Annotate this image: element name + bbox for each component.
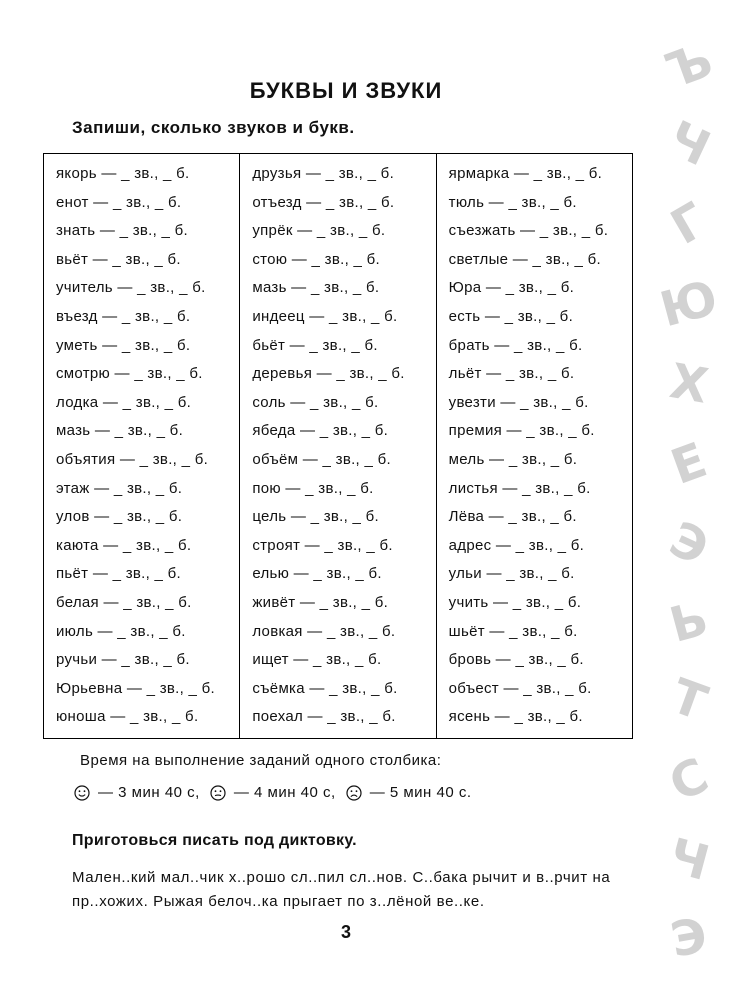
decorative-letter: Ч bbox=[659, 110, 719, 178]
word-item: пою — _ зв., _ б. bbox=[252, 479, 374, 497]
word-item: якорь — _ зв., _ б. bbox=[56, 165, 190, 182]
decorative-letter: Э bbox=[666, 907, 712, 969]
word-item: бровь — _ зв., _ б. bbox=[448, 651, 584, 669]
word-table bbox=[43, 153, 633, 739]
word-item: бьёт — _ зв., _ б. bbox=[252, 336, 378, 354]
decorative-letters bbox=[652, 25, 734, 985]
word-item: льёт — _ зв., _ б. bbox=[448, 365, 575, 383]
word-item: уметь — _ зв., _ б. bbox=[56, 336, 191, 354]
decorative-letter: Ю bbox=[654, 269, 724, 339]
word-item: есть — _ зв., _ б. bbox=[448, 307, 574, 325]
time-limit-good: — 3 мин 40 с, bbox=[98, 784, 200, 801]
word-item: Лёва — _ зв., _ б. bbox=[448, 508, 577, 526]
word-item: енот — _ зв., _ б. bbox=[56, 193, 182, 211]
word-item: деревья — _ зв., _ б. bbox=[252, 365, 405, 383]
word-item: ищет — _ зв., _ б. bbox=[252, 651, 382, 669]
word-item: учитель — _ зв., _ б. bbox=[56, 279, 206, 297]
word-item: въезд — _ зв., _ б. bbox=[56, 307, 191, 325]
word-item: смотрю — _ зв., _ б. bbox=[56, 365, 203, 383]
word-item: каюта — _ зв., _ б. bbox=[56, 536, 192, 554]
task-instruction: Запиши, сколько звуков и букв. bbox=[72, 118, 355, 137]
word-item: юноша — _ зв., _ б. bbox=[56, 708, 199, 726]
word-item: адрес — _ зв., _ б. bbox=[448, 536, 585, 554]
word-item: Юра — _ зв., _ б. bbox=[448, 279, 575, 297]
dictation-text: Мален..кий мал..чик х..рошо сл..пил сл..нов. С..бака рычит и в..рчит на пр..хожих. Рыжая белоч..ка прыгает по з..лёной ве..ке. bbox=[72, 869, 611, 910]
word-item: индеец — _ зв., _ б. bbox=[252, 307, 398, 325]
word-item: белая — _ зв., _ б. bbox=[56, 593, 192, 611]
time-limits bbox=[74, 784, 472, 801]
word-item: премия — _ зв., _ б. bbox=[448, 422, 595, 440]
page-number: 3 bbox=[340, 922, 351, 942]
decorative-letter: Т bbox=[664, 668, 714, 732]
word-item: этаж — _ зв., _ б. bbox=[56, 479, 183, 497]
word-item: знать — _ зв., _ б. bbox=[56, 222, 189, 240]
time-limit-ok: — 4 мин 40 с, bbox=[233, 784, 336, 801]
word-item: объём — _ зв., _ б. bbox=[252, 450, 391, 468]
word-item: вьёт — _ зв., _ б. bbox=[56, 250, 181, 268]
word-item: мазь — _ зв., _ б. bbox=[252, 279, 380, 297]
word-item: цель — _ зв., _ б. bbox=[252, 508, 380, 526]
word-item: шьёт — _ зв., _ б. bbox=[448, 622, 578, 640]
word-item: листья — _ зв., _ б. bbox=[448, 479, 591, 497]
word-column-1 bbox=[44, 154, 239, 738]
word-item: отъезд — _ зв., _ б. bbox=[252, 193, 395, 211]
word-item: тюль — _ зв., _ б. bbox=[448, 193, 577, 211]
word-item: мазь — _ зв., _ б. bbox=[56, 422, 184, 440]
word-item: июль — _ зв., _ б. bbox=[56, 622, 186, 640]
page-title: БУКВЫ И ЗВУКИ bbox=[249, 78, 443, 103]
word-item: елью — _ зв., _ б. bbox=[252, 565, 382, 583]
word-item: съезжать — _ зв., _ б. bbox=[448, 222, 609, 240]
dictation-title: Приготовься писать под диктовку. bbox=[72, 832, 357, 849]
word-item: улов — _ зв., _ б. bbox=[56, 508, 183, 526]
word-column-2 bbox=[239, 154, 435, 738]
word-item: объест — _ зв., _ б. bbox=[448, 679, 592, 697]
word-item: ярмарка — _ зв., _ б. bbox=[448, 165, 603, 182]
word-item: мель — _ зв., _ б. bbox=[448, 450, 578, 468]
smile-icon bbox=[74, 785, 90, 801]
word-item: объятия — _ зв., _ б. bbox=[56, 450, 209, 468]
word-item: лодка — _ зв., _ б. bbox=[56, 393, 192, 411]
word-item: упрёк — _ зв., _ б. bbox=[252, 222, 386, 240]
decorative-letter: Ъ bbox=[658, 31, 720, 101]
decorative-letter: С bbox=[661, 747, 717, 813]
word-item: строят — _ зв., _ б. bbox=[252, 536, 393, 554]
decorative-letter: Г bbox=[661, 192, 717, 256]
word-item: стою — _ зв., _ б. bbox=[252, 250, 380, 268]
word-item: ясень — _ зв., _ б. bbox=[448, 708, 583, 726]
time-note: Время на выполнение заданий одного столбика: bbox=[80, 752, 442, 769]
word-item: друзья — _ зв., _ б. bbox=[252, 165, 395, 182]
word-item: соль — _ зв., _ б. bbox=[252, 393, 379, 411]
word-item: ульи — _ зв., _ б. bbox=[448, 565, 575, 583]
word-item: учить — _ зв., _ б. bbox=[448, 593, 582, 611]
neutral-face-icon bbox=[210, 785, 226, 801]
word-item: ловкая — _ зв., _ б. bbox=[252, 622, 396, 640]
decorative-letter: Э bbox=[661, 511, 717, 577]
word-item: Юрьевна — _ зв., _ б. bbox=[56, 679, 216, 697]
sad-face-icon bbox=[346, 785, 362, 801]
word-item: живёт — _ зв., _ б. bbox=[252, 593, 389, 611]
word-item: пьёт — _ зв., _ б. bbox=[56, 565, 182, 583]
decorative-letter: Ч bbox=[663, 827, 715, 893]
word-item: поехал — _ зв., _ б. bbox=[252, 708, 396, 726]
decorative-letter: Е bbox=[664, 432, 714, 496]
decorative-letter: Ь bbox=[664, 590, 714, 654]
word-item: брать — _ зв., _ б. bbox=[448, 336, 583, 354]
word-item: светлые — _ зв., _ б. bbox=[448, 250, 601, 268]
decorative-letter: Х bbox=[665, 353, 713, 415]
time-limit-slow: — 5 мин 40 с. bbox=[369, 784, 472, 801]
word-column-3 bbox=[436, 154, 632, 738]
word-item: увезти — _ зв., _ б. bbox=[448, 393, 589, 411]
word-item: ябеда — _ зв., _ б. bbox=[252, 422, 389, 440]
word-item: ручьи — _ зв., _ б. bbox=[56, 651, 190, 669]
word-item: съёмка — _ зв., _ б. bbox=[252, 679, 398, 697]
